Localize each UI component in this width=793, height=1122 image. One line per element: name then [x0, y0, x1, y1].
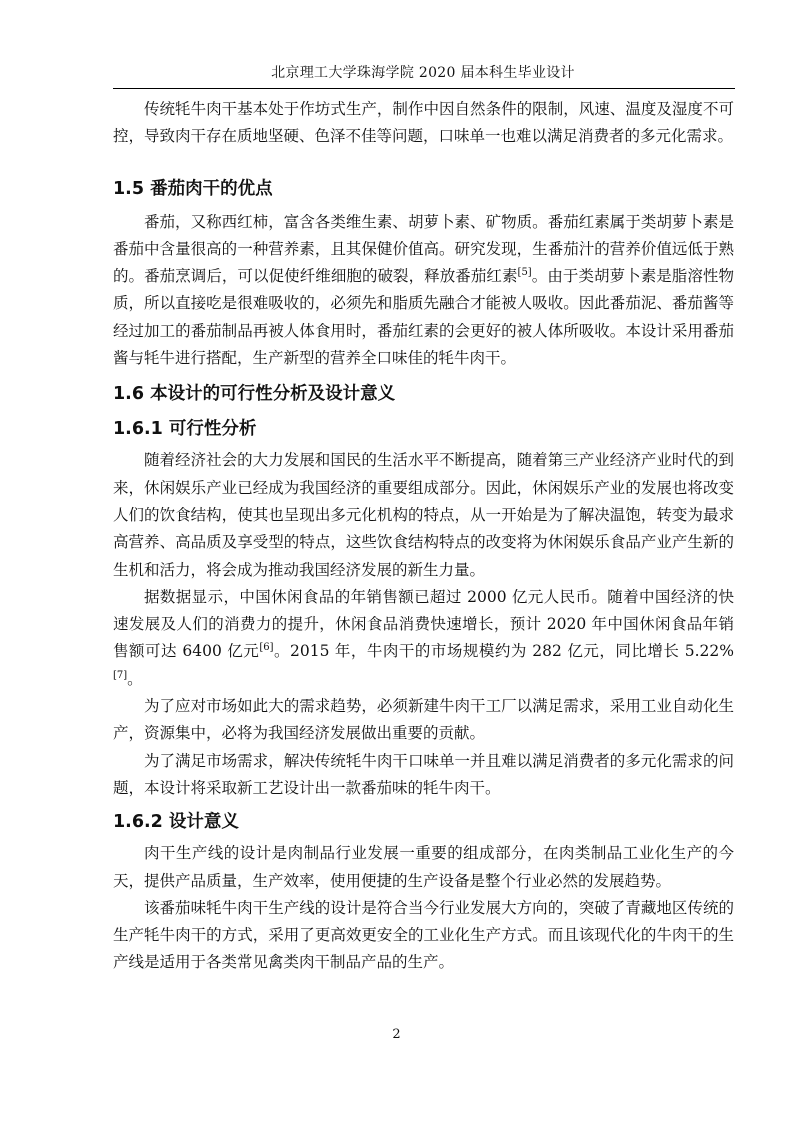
- citation-5: [5]: [517, 267, 532, 279]
- paragraph-traditional: 传统牦牛肉干基本处于作坊式生产，制作中因自然条件的限制，风速、温度及湿度不可控，导致肉干存在质地坚硬、色泽不佳等问题，口味单一也难以满足消费者的多元化需求。: [113, 100, 734, 146]
- paragraph-market-data: [113, 584, 734, 693]
- page-body: [113, 96, 734, 977]
- heading-1-6-1: 1.6.1 可行性分析: [113, 419, 257, 440]
- heading-1-5: 1.5 番茄肉干的优点: [113, 178, 273, 199]
- running-header: 北京理工大学珠海学院 2020 届本科生毕业设计: [271, 65, 575, 81]
- paragraph-tomato-benefits-part1: 番茄，又称西红柿，富含各类维生素、胡萝卜素、矿物质。番茄红素属于类胡萝卜素是番茄中含量很高的一种营养素，且其保健价值高。研究发现，生番茄汁的营养价值远低于熟的。番茄烹调后，可以促使纤维细胞的破裂，释放番茄红素: [113, 212, 734, 286]
- citation-6: [6]: [259, 642, 274, 654]
- paragraph-tomato-benefits-part2: 。由于类胡萝卜素是脂溶性物质，所以直接吃是很难吸收的，必须先和脂质先融合才能被人吸收。因此番茄泥、番茄酱等经过加工的番茄制品再被人体食用时，番茄红素的会更好的被人体所吸收。本设计采用番茄酱与牦牛进行搭配，生产新型的营养全口味佳的牦牛肉干。: [113, 267, 734, 368]
- paragraph-solution: 为了满足市场需求，解决传统牦牛肉干口味单一并且难以满足消费者的多元化需求的问题，本设计将采取新工艺设计出一款番茄味的牦牛肉干。: [113, 751, 734, 797]
- paragraph-market-data-part3: 。: [127, 669, 143, 688]
- heading-1-6-2: 1.6.2 设计意义: [113, 812, 239, 833]
- paragraph-significance-1: 肉干生产线的设计是肉制品行业发展一重要的组成部分，在肉类制品工业化生产的今天，提供产品质量，生产效率，使用便捷的生产设备是整个行业必然的发展趋势。: [113, 844, 734, 890]
- paragraph-tomato-benefits: [113, 209, 734, 373]
- header-rule: [113, 88, 735, 89]
- heading-1-6: 1.6 本设计的可行性分析及设计意义: [113, 384, 396, 405]
- paragraph-market-data-part2: 。2015 年，牛肉干的市场规模约为 282 亿元，同比增长 5.22%: [273, 642, 734, 661]
- paragraph-demand: 为了应对市场如此大的需求趋势，必须新建牛肉干工厂以满足需求，采用工业自动化生产，资源集中，必将为我国经济发展做出重要的贡献。: [113, 697, 734, 743]
- paragraph-economy: 随着经济社会的大力发展和国民的生活水平不断提高，随着第三产业经济产业时代的到来，休闲娱乐产业已经成为我国经济的重要组成部分。因此，休闲娱乐产业的发展也将改变人们的饮食结构，使其也呈现出多元化机构的特点，从一开始是为了解决温饱，转变为最求高营养、高品质及享受型的特点，这些饮食结构特点的改变将为休闲娱乐食品产业产生新的生机和活力，将会成为推动我国经济发展的新生力量。: [113, 451, 734, 579]
- citation-7: [7]: [113, 669, 128, 681]
- paragraph-significance-2: 该番茄味牦牛肉干生产线的设计是符合当今行业发展大方向的，突破了青藏地区传统的生产牦牛肉干的方式，采用了更高效更安全的工业化生产方式。而且该现代化的牛肉干的生产线是适用于各类常见禽类肉干制品产品的生产。: [113, 898, 734, 972]
- page-number: 2: [392, 1027, 401, 1042]
- paragraph-market-data-part1: 据数据显示，中国休闲食品的年销售额已超过 2000 亿元人民币。随着中国经济的快速发展及人们的消费力的提升，休闲食品消费快速增长，预计 2020 年中国休闲食品年销售额可达 6400 亿元: [113, 587, 734, 661]
